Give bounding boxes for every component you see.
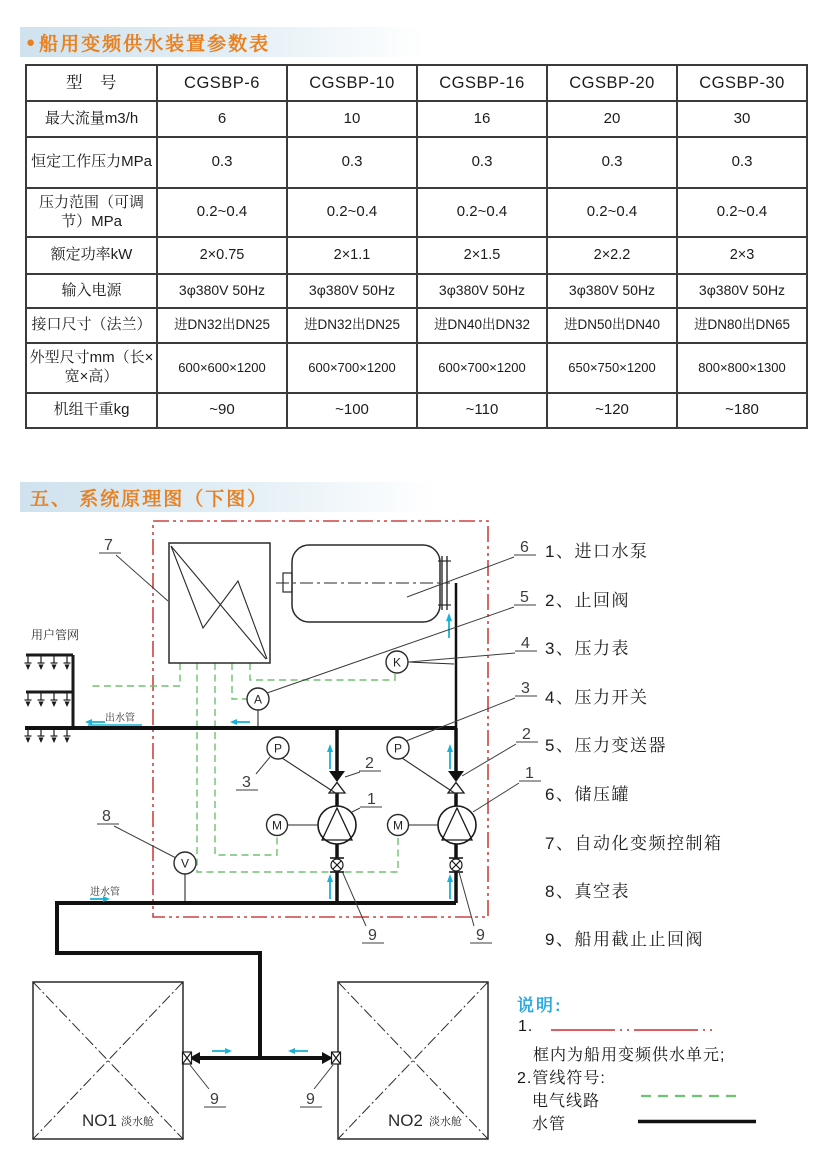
- param-cell: 0.3: [157, 137, 287, 188]
- pressure-gauge-letter-2: P: [393, 741, 403, 756]
- param-cell: 0.2~0.4: [157, 188, 287, 237]
- callout-4: 4: [521, 635, 530, 652]
- param-cell: 3φ380V 50Hz: [157, 274, 287, 308]
- legend-item-6: 6、储压罐: [545, 785, 630, 804]
- outlet-pipe-label: 出水管: [105, 713, 135, 724]
- callout-1-left: 1: [367, 791, 376, 808]
- param-cell: ~120: [547, 393, 677, 428]
- col-header: CGSBP-30: [677, 65, 807, 101]
- legend-item-9: 9、船用截止止回阀: [545, 930, 704, 949]
- note-1-text: 框内为船用变频供水单元;: [533, 1047, 726, 1064]
- table-row: [26, 137, 807, 188]
- params-section-header: [20, 27, 425, 57]
- bullet-icon: ●: [26, 33, 36, 51]
- table-row: [26, 101, 807, 137]
- pressure-switch-letter: K: [392, 655, 402, 670]
- schematic-section-header: [20, 482, 435, 512]
- row-label: 恒定工作压力MPa: [26, 137, 157, 188]
- param-cell: 0.2~0.4: [547, 188, 677, 237]
- param-cell: 0.3: [677, 137, 807, 188]
- col-header: CGSBP-6: [157, 65, 287, 101]
- table-row: [26, 308, 807, 343]
- table-row: [26, 343, 807, 393]
- notes-title: 说明:: [517, 996, 563, 1015]
- electric-line-sample: [640, 1092, 742, 1100]
- callout-2-left: 2: [365, 755, 374, 772]
- callout-1-right: 1: [525, 765, 534, 782]
- user-network-label: 用户管网: [31, 628, 80, 642]
- tank1-label: NO1: [82, 1111, 117, 1130]
- callout-9-tank-left: 9: [210, 1091, 219, 1108]
- param-cell: 进DN32出DN25: [287, 308, 417, 343]
- electric-line-label: 电气线路: [532, 1093, 601, 1110]
- motor-letter-2: M: [393, 818, 403, 833]
- legend-item-1: 1、进口水泵: [545, 542, 649, 561]
- param-cell: 600×600×1200: [157, 343, 287, 393]
- control-box: [169, 543, 270, 663]
- table-header-row: [26, 65, 807, 101]
- param-cell: 进DN32出DN25: [157, 308, 287, 343]
- callout-3-left: 3: [242, 774, 251, 791]
- row-label: 外型尺寸mm（长×宽×高）: [26, 343, 157, 393]
- param-cell: 600×700×1200: [287, 343, 417, 393]
- table-row: [26, 274, 807, 308]
- param-cell: 0.3: [547, 137, 677, 188]
- param-cell: ~180: [677, 393, 807, 428]
- param-cell: 650×750×1200: [547, 343, 677, 393]
- param-cell: 进DN50出DN40: [547, 308, 677, 343]
- callout-9-suction-left: 9: [368, 927, 377, 944]
- col-header: CGSBP-16: [417, 65, 547, 101]
- tank2-type-label: 淡水舱: [429, 1116, 462, 1128]
- unit-frame-line-sample: [549, 1026, 717, 1034]
- legend-item-7: 7、自动化变频控制箱: [545, 834, 723, 853]
- param-cell: 16: [417, 101, 547, 137]
- callout-7: 7: [104, 537, 113, 554]
- callout-6: 6: [520, 539, 529, 556]
- row-label: 最大流量m3/h: [26, 101, 157, 137]
- row-label: 机组干重kg: [26, 393, 157, 428]
- legend-item-3: 3、压力表: [545, 639, 630, 658]
- schematic-section-title: 五、 系统原理图（下图）: [30, 488, 269, 510]
- table-row: [26, 393, 807, 428]
- param-cell: 20: [547, 101, 677, 137]
- param-cell: 3φ380V 50Hz: [547, 274, 677, 308]
- callout-8: 8: [102, 808, 111, 825]
- row-label: 额定功率kW: [26, 237, 157, 274]
- col-header: CGSBP-10: [287, 65, 417, 101]
- vacuum-gauge-letter: V: [180, 856, 190, 871]
- legend-item-4: 4、压力开关: [545, 688, 649, 707]
- callout-9-suction-right: 9: [476, 927, 485, 944]
- param-cell: 2×1.5: [417, 237, 547, 274]
- param-cell: 2×2.2: [547, 237, 677, 274]
- param-cell: 6: [157, 101, 287, 137]
- param-cell: 800×800×1300: [677, 343, 807, 393]
- param-cell: ~100: [287, 393, 417, 428]
- param-cell: 0.2~0.4: [287, 188, 417, 237]
- param-cell: 10: [287, 101, 417, 137]
- row-label: 输入电源: [26, 274, 157, 308]
- col-header: 型 号: [26, 65, 157, 101]
- pressure-tank: [276, 545, 451, 622]
- row-label: 压力范围（可调节）MPa: [26, 188, 157, 237]
- param-cell: 600×700×1200: [417, 343, 547, 393]
- param-cell: 0.3: [287, 137, 417, 188]
- param-cell: 0.3: [417, 137, 547, 188]
- col-header: CGSBP-20: [547, 65, 677, 101]
- callout-5: 5: [520, 589, 529, 606]
- params-table: [25, 64, 808, 429]
- row-label: 接口尺寸（法兰）: [26, 308, 157, 343]
- water-pipe-sample: [637, 1117, 757, 1126]
- tank1-type-label: 淡水舱: [121, 1116, 154, 1128]
- param-cell: 30: [677, 101, 807, 137]
- water-pipe-label: 水管: [532, 1116, 567, 1133]
- motor-letter-1: M: [272, 818, 282, 833]
- electrical-lines: [90, 663, 398, 872]
- transmitter-letter: A: [253, 692, 263, 707]
- callout-3-right: 3: [521, 680, 530, 697]
- param-cell: ~110: [417, 393, 547, 428]
- param-cell: 进DN80出DN65: [677, 308, 807, 343]
- note-1-number: 1.: [518, 1018, 534, 1035]
- param-cell: 2×0.75: [157, 237, 287, 274]
- params-section-title: 船用变频供水装置参数表: [39, 33, 271, 55]
- param-cell: 0.2~0.4: [417, 188, 547, 237]
- instruments: [174, 651, 456, 901]
- note-2-label: 2.管线符号:: [517, 1070, 606, 1087]
- table-row: [26, 237, 807, 274]
- legend-item-8: 8、真空表: [545, 882, 630, 901]
- param-cell: ~90: [157, 393, 287, 428]
- param-cell: 0.2~0.4: [677, 188, 807, 237]
- param-cell: 2×3: [677, 237, 807, 274]
- callout-9-tank-right: 9: [306, 1091, 315, 1108]
- param-cell: 进DN40出DN32: [417, 308, 547, 343]
- legend-item-2: 2、止回阀: [545, 591, 630, 610]
- tank2-label: NO2: [388, 1111, 423, 1130]
- pressure-gauge-letter-1: P: [273, 741, 283, 756]
- param-cell: 3φ380V 50Hz: [417, 274, 547, 308]
- param-cell: 3φ380V 50Hz: [287, 274, 417, 308]
- callout-2-right: 2: [522, 726, 531, 743]
- inlet-pipe-label: 进水管: [90, 887, 120, 898]
- table-row: [26, 188, 807, 237]
- param-cell: 3φ380V 50Hz: [677, 274, 807, 308]
- legend-item-5: 5、压力变送器: [545, 736, 667, 755]
- param-cell: 2×1.1: [287, 237, 417, 274]
